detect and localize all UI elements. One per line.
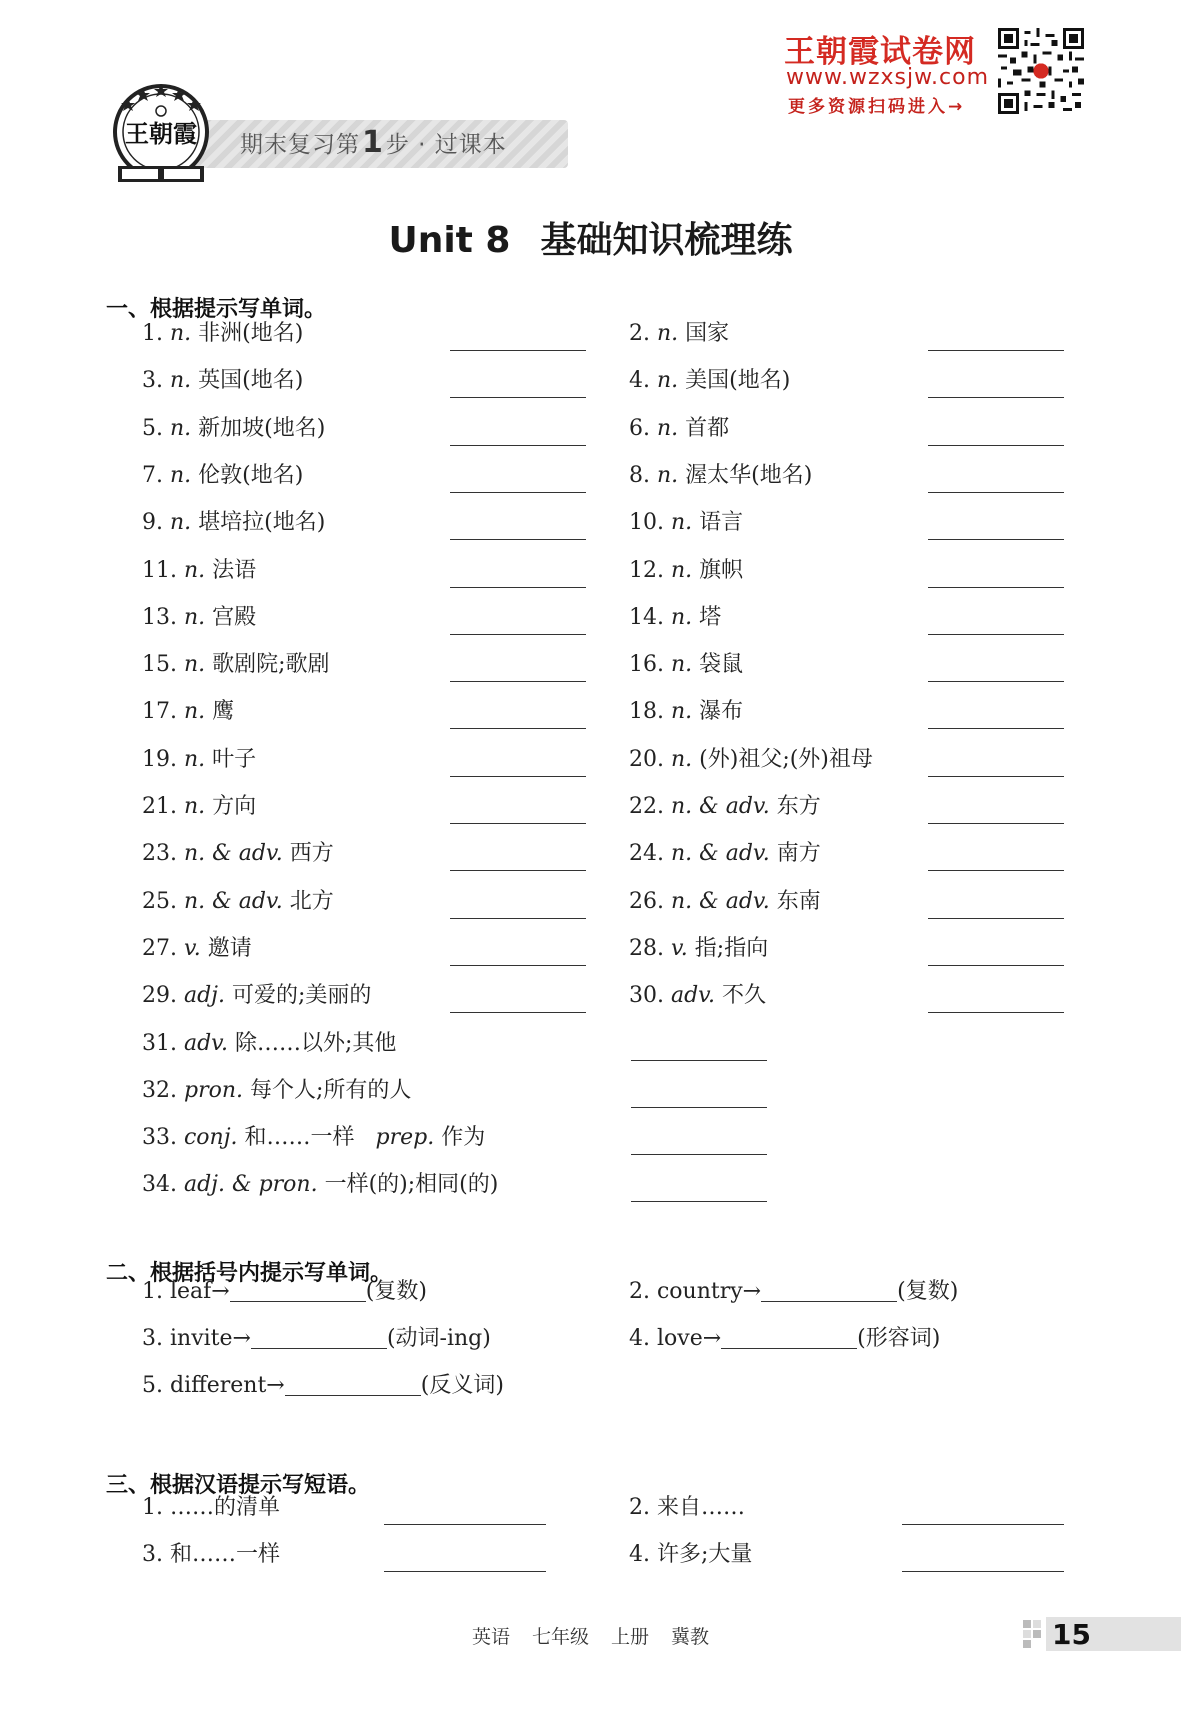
word-prompt (142, 462, 303, 490)
item-meaning: 新加坡(地名) (191, 415, 326, 441)
item-number: 3. (142, 1326, 170, 1351)
answer-blank[interactable] (631, 1060, 767, 1061)
item-number: 22. (629, 794, 671, 819)
answer-blank[interactable] (928, 681, 1064, 682)
word-prompt (629, 746, 873, 774)
part-of-speech: n. (183, 604, 206, 630)
item-number: 28. (629, 935, 671, 961)
base-word: country→ (656, 1279, 762, 1304)
item-number: 2. (629, 321, 657, 346)
answer-blank[interactable] (928, 350, 1064, 351)
word-prompt (629, 840, 821, 868)
word-prompt (142, 604, 256, 632)
answer-blank[interactable] (450, 350, 586, 351)
item-number: 25. (142, 888, 184, 914)
item-meaning: ……的清单 (169, 1495, 280, 1520)
item-number: 13. (142, 604, 184, 630)
word-prompt (629, 509, 743, 537)
part-of-speech: n. & adv. (670, 841, 770, 867)
item-meaning: 宫殿 (205, 604, 257, 630)
answer-blank[interactable] (928, 823, 1064, 824)
page-title: Unit 8 基础知识梳理练 (388, 220, 793, 261)
transform-hint: (复数) (365, 1279, 427, 1304)
page-number: 15 (1052, 1618, 1091, 1651)
item-meaning: 指;指向 (687, 935, 769, 961)
part-of-speech: n. (656, 415, 679, 441)
page-corner-decoration (1020, 1617, 1046, 1651)
part-of-speech: n. (183, 557, 206, 583)
answer-blank[interactable] (450, 539, 586, 540)
word-prompt (629, 462, 812, 490)
item-meaning: 鹰 (205, 699, 235, 725)
transform-hint: (反义词) (420, 1373, 504, 1398)
part-of-speech: n. (670, 699, 693, 725)
part-of-speech: pron. (183, 1077, 243, 1103)
part-of-speech: n. & adv. (183, 888, 283, 914)
answer-blank[interactable] (928, 539, 1064, 540)
base-word: different→ (169, 1373, 285, 1398)
word-prompt (142, 367, 303, 395)
part-of-speech: n. & adv. (183, 841, 283, 867)
item-number: 32. (142, 1077, 184, 1103)
item-number: 9. (142, 510, 170, 536)
word-prompt (142, 557, 256, 585)
item-number: 8. (629, 462, 657, 488)
item-number: 31. (142, 1030, 184, 1056)
answer-blank[interactable] (230, 1282, 366, 1302)
answer-blank[interactable] (928, 492, 1064, 493)
word-prompt (629, 604, 721, 632)
item-meaning: 北方 (282, 888, 334, 914)
answer-blank[interactable] (384, 1524, 546, 1525)
answer-blank[interactable] (928, 776, 1064, 777)
item-number: 11. (142, 557, 184, 583)
item-meaning: 和……一样 (169, 1542, 280, 1567)
part-of-speech: n. (169, 368, 192, 394)
answer-blank[interactable] (384, 1571, 546, 1572)
part-of-speech: v. (670, 935, 688, 961)
section3-heading: 三、根据汉语提示写短语。 (106, 1473, 371, 1498)
word-prompt (629, 935, 768, 963)
item-meaning: 作为 (434, 1125, 486, 1151)
item-number: 20. (629, 746, 671, 772)
word-prompt (142, 746, 256, 774)
item-meaning: 方向 (205, 794, 257, 819)
item-meaning: 塔 (692, 604, 722, 630)
part-of-speech: n. (169, 415, 192, 441)
part-of-speech: n. (656, 368, 679, 394)
word-transform-prompt (142, 1325, 491, 1353)
word-transform-prompt (142, 1372, 504, 1400)
item-meaning: 许多;大量 (656, 1542, 753, 1567)
item-meaning: 美国(地名) (678, 368, 791, 394)
word-prompt (142, 509, 325, 537)
item-meaning: 国家 (678, 321, 730, 346)
transform-hint: (形容词) (857, 1326, 941, 1351)
word-prompt (142, 1030, 396, 1058)
answer-blank[interactable] (761, 1282, 897, 1302)
item-meaning: 旗帜 (692, 557, 744, 583)
answer-blank[interactable] (450, 397, 586, 398)
part-of-speech: n. (183, 746, 206, 772)
part-of-speech: adv. (670, 983, 715, 1009)
part-of-speech: adj. & pron. (183, 1172, 318, 1198)
word-prompt (629, 793, 821, 821)
answer-blank[interactable] (631, 1154, 767, 1155)
item-meaning: 非洲(地名) (191, 321, 304, 346)
item-number: 34. (142, 1172, 184, 1198)
part-of-speech: n. (183, 699, 206, 725)
part-of-speech: n. (169, 462, 192, 488)
answer-blank[interactable] (450, 728, 586, 729)
item-number: 30. (629, 983, 671, 1009)
word-prompt (629, 888, 821, 916)
answer-blank[interactable] (450, 1012, 586, 1013)
item-number: 14. (629, 604, 671, 630)
phrase-prompt (629, 1541, 752, 1569)
site-url[interactable]: www.wzxsjw.com (786, 65, 990, 90)
part-of-speech: n. & adv. (670, 888, 770, 914)
word-prompt (629, 982, 766, 1010)
answer-blank[interactable] (721, 1329, 857, 1349)
word-prompt (629, 320, 729, 348)
part-of-speech: n. (670, 604, 693, 630)
item-number: 5. (142, 1373, 170, 1398)
part-of-speech: n. (656, 462, 679, 488)
step-banner (178, 120, 568, 168)
item-meaning: 堪培拉(地名) (191, 510, 326, 536)
item-number: 7. (142, 462, 170, 488)
answer-blank[interactable] (251, 1329, 387, 1349)
part-of-speech: n. (169, 321, 192, 346)
answer-blank[interactable] (450, 918, 586, 919)
answer-blank[interactable] (928, 634, 1064, 635)
item-meaning: 一样(的);相同(的) (317, 1172, 499, 1198)
answer-blank[interactable] (450, 587, 586, 588)
phrase-prompt (142, 1541, 280, 1569)
answer-blank[interactable] (902, 1524, 1064, 1525)
phrase-prompt (629, 1494, 745, 1522)
site-name: 王朝霞试卷网 (784, 34, 976, 70)
word-prompt (142, 840, 334, 868)
item-number: 3. (142, 368, 170, 394)
item-meaning: 不久 (715, 983, 766, 1009)
answer-blank[interactable] (928, 870, 1064, 871)
answer-blank[interactable] (450, 492, 586, 493)
item-number: 21. (142, 794, 184, 819)
item-meaning: 来自…… (656, 1495, 745, 1520)
item-meaning: 瀑布 (692, 699, 744, 725)
word-prompt (142, 415, 325, 443)
item-number: 5. (142, 415, 170, 441)
item-meaning: 可爱的;美丽的 (225, 983, 372, 1009)
word-transform-prompt (629, 1325, 940, 1353)
item-meaning: 邀请 (200, 935, 252, 961)
part-of-speech: adj. (183, 983, 225, 1009)
word-prompt (629, 698, 743, 726)
answer-blank[interactable] (450, 965, 586, 966)
answer-blank[interactable] (450, 445, 586, 446)
answer-blank[interactable] (450, 681, 586, 682)
answer-blank[interactable] (450, 776, 586, 777)
item-meaning: 东南 (769, 888, 821, 914)
part-of-speech: prep. (375, 1125, 435, 1151)
base-word: invite→ (169, 1326, 251, 1351)
item-number: 1. (142, 321, 170, 346)
phrase-prompt (142, 1494, 280, 1522)
item-meaning: 东方 (769, 794, 821, 819)
qr-code-icon[interactable] (998, 28, 1084, 114)
item-meaning: 叶子 (205, 746, 257, 772)
section1-heading: 一、根据提示写单词。 (106, 297, 327, 322)
base-word: love→ (656, 1326, 722, 1351)
word-prompt (142, 935, 252, 963)
item-meaning: 西方 (282, 841, 334, 867)
word-prompt (629, 415, 729, 443)
item-number: 17. (142, 699, 184, 725)
item-meaning: 语言 (692, 510, 744, 536)
word-prompt (142, 982, 371, 1010)
item-number: 29. (142, 983, 184, 1009)
item-number: 26. (629, 888, 671, 914)
item-number: 27. (142, 935, 184, 961)
part-of-speech: n. & adv. (670, 794, 770, 819)
footer-info: 英语 七年级 上册 冀教 (471, 1626, 710, 1648)
item-number: 2. (629, 1279, 657, 1304)
part-of-speech: n. (656, 321, 679, 346)
answer-blank[interactable] (928, 918, 1064, 919)
word-prompt (142, 793, 256, 821)
transform-hint: (动词-ing) (386, 1326, 491, 1351)
section2-heading: 二、根据括号内提示写单词。 (106, 1261, 393, 1286)
part-of-speech: n. (183, 652, 206, 678)
brand-logo (108, 80, 214, 190)
item-meaning: 英国(地名) (191, 368, 304, 394)
item-number: 23. (142, 841, 184, 867)
item-meaning: 法语 (205, 557, 257, 583)
answer-blank[interactable] (450, 870, 586, 871)
item-meaning: 袋鼠 (692, 652, 744, 678)
word-prompt (142, 1077, 411, 1105)
answer-blank[interactable] (631, 1107, 767, 1108)
item-number: 1. (142, 1279, 170, 1304)
item-meaning: 每个人;所有的人 (243, 1077, 412, 1103)
answer-blank[interactable] (450, 823, 586, 824)
answer-blank[interactable] (928, 445, 1064, 446)
part-of-speech: n. (670, 557, 693, 583)
item-meaning: 除……以外;其他 (228, 1030, 397, 1056)
part-of-speech: n. (670, 746, 693, 772)
item-meaning: 首都 (678, 415, 730, 441)
item-number: 4. (629, 1542, 657, 1567)
answer-blank[interactable] (928, 587, 1064, 588)
item-meaning: 歌剧院;歌剧 (205, 652, 330, 678)
part-of-speech: conj. (183, 1125, 238, 1151)
item-number: 3. (142, 1542, 170, 1567)
item-number: 24. (629, 841, 671, 867)
word-prompt (142, 320, 303, 348)
part-of-speech: v. (183, 935, 201, 961)
word-prompt (142, 1171, 498, 1199)
answer-blank[interactable] (631, 1201, 767, 1202)
scan-hint: 更多资源扫码进入→ (788, 97, 966, 117)
answer-blank[interactable] (928, 1012, 1064, 1013)
svg-text:王朝霞: 王朝霞 (125, 119, 197, 148)
word-prompt (142, 888, 334, 916)
step-banner-text: 期末复习第1步 · 过课本 (240, 125, 507, 160)
part-of-speech: n. (183, 794, 206, 819)
answer-blank[interactable] (928, 965, 1064, 966)
item-number: 1. (142, 1495, 170, 1520)
base-word: leaf→ (169, 1279, 230, 1304)
word-prompt (142, 698, 234, 726)
part-of-speech: n. (670, 510, 693, 536)
item-meaning: 伦敦(地名) (191, 462, 304, 488)
part-of-speech: adv. (183, 1030, 228, 1056)
item-number: 2. (629, 1495, 657, 1520)
word-prompt (142, 651, 330, 679)
answer-blank[interactable] (450, 634, 586, 635)
item-number: 12. (629, 557, 671, 583)
item-number: 15. (142, 652, 184, 678)
item-meaning: 渥太华(地名) (678, 462, 813, 488)
part-of-speech: n. (670, 652, 693, 678)
word-transform-prompt (629, 1278, 958, 1306)
item-meaning: (外)祖父;(外)祖母 (692, 746, 873, 772)
word-transform-prompt (142, 1278, 427, 1306)
item-number: 33. (142, 1125, 184, 1151)
item-number: 18. (629, 699, 671, 725)
item-number: 4. (629, 1326, 657, 1351)
item-number: 6. (629, 415, 657, 441)
answer-blank[interactable] (928, 728, 1064, 729)
answer-blank[interactable] (928, 397, 1064, 398)
item-meaning: 南方 (769, 841, 821, 867)
part-of-speech: n. (169, 510, 192, 536)
item-number: 19. (142, 746, 184, 772)
answer-blank[interactable] (902, 1571, 1064, 1572)
item-number: 16. (629, 652, 671, 678)
word-prompt (629, 557, 743, 585)
item-number: 4. (629, 368, 657, 394)
transform-hint: (复数) (897, 1279, 959, 1304)
item-number: 10. (629, 510, 671, 536)
word-prompt (629, 367, 790, 395)
word-prompt (142, 1124, 485, 1152)
word-prompt (629, 651, 743, 679)
item-meaning: 和……一样 (237, 1125, 355, 1151)
answer-blank[interactable] (285, 1376, 421, 1396)
